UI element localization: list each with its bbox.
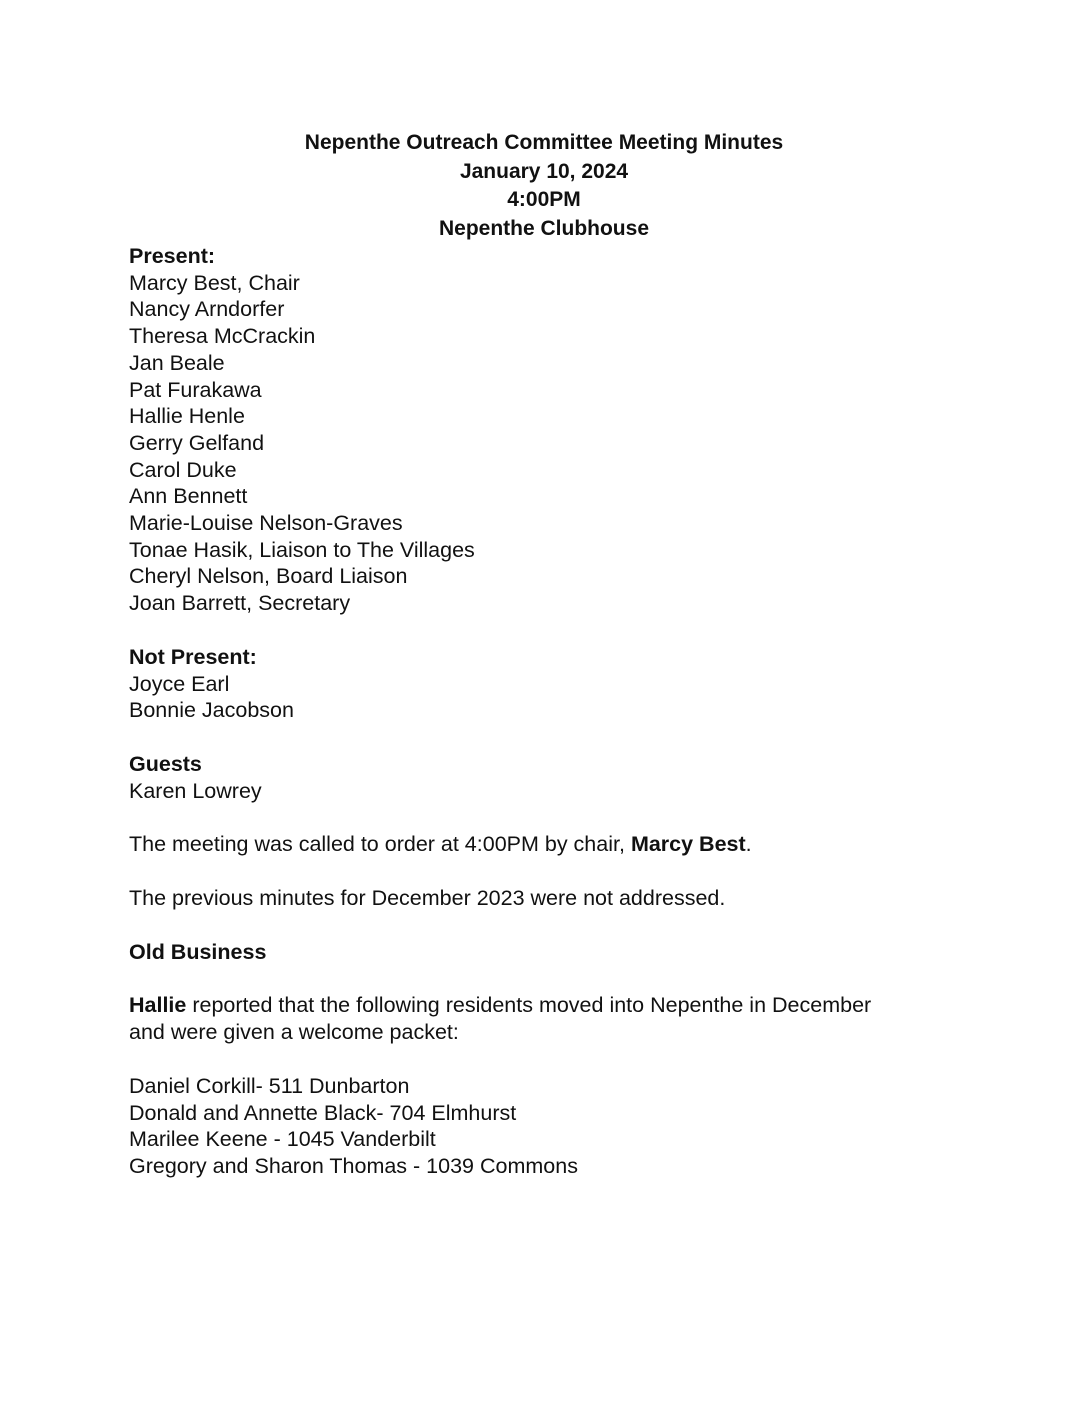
- guest-member: Karen Lowrey: [129, 778, 262, 803]
- old-business-heading: Old Business: [129, 939, 267, 964]
- present-member: Hallie Henle: [129, 404, 245, 429]
- spacer: [129, 804, 979, 831]
- meeting-location: Nepenthe Clubhouse: [438, 216, 649, 240]
- guests-heading: Guests: [129, 751, 202, 776]
- document-body: [129, 243, 979, 1180]
- not-present-heading: Not Present:: [129, 644, 257, 669]
- spacer: [129, 965, 979, 992]
- call-to-order-end: .: [745, 832, 752, 857]
- present-member: Theresa McCrackin: [129, 324, 316, 349]
- meeting-date: January 10, 2024: [459, 159, 629, 183]
- meeting-time: 4:00PM: [507, 188, 581, 211]
- present-member: Tonae Hasik, Liaison to The Villages: [129, 537, 475, 562]
- welcome-report-paragraph: [129, 992, 979, 1045]
- spacer: [129, 912, 979, 939]
- report-text-line-1: reported that the following residents moved into Nepenthe in December: [186, 993, 872, 1018]
- reporter-name: Hallie: [129, 993, 187, 1018]
- document-title: Nepenthe Outreach Committee Meeting Minutes: [304, 131, 784, 154]
- document-header: [0, 129, 1088, 243]
- chair-name: Marcy Best: [630, 832, 746, 857]
- present-member: Nancy Arndorfer: [129, 297, 285, 322]
- absent-member: Bonnie Jacobson: [129, 698, 294, 723]
- spacer: [129, 617, 979, 644]
- absent-member: Joyce Earl: [129, 671, 230, 696]
- spacer: [129, 1046, 979, 1073]
- present-member: Jan Beale: [129, 350, 225, 375]
- previous-minutes-paragraph: The previous minutes for December 2023 were not addressed.: [129, 886, 726, 911]
- resident-entry: Donald and Annette Black- 704 Elmhurst: [129, 1100, 517, 1125]
- resident-entry: Daniel Corkill- 511 Dunbarton: [129, 1073, 410, 1098]
- present-member: Joan Barrett, Secretary: [129, 591, 351, 616]
- report-text-line-2: and were given a welcome packet:: [129, 1020, 459, 1045]
- call-to-order-paragraph: [129, 831, 979, 858]
- resident-entry: Marilee Keene - 1045 Vanderbilt: [129, 1127, 436, 1152]
- present-member: Marcy Best, Chair: [129, 270, 300, 295]
- present-heading: Present:: [129, 244, 216, 268]
- spacer: [129, 724, 979, 751]
- resident-entry: Gregory and Sharon Thomas - 1039 Commons: [129, 1153, 578, 1178]
- present-member: Marie-Louise Nelson-Graves: [129, 511, 403, 536]
- present-member: Ann Bennett: [129, 484, 248, 509]
- present-member: Cheryl Nelson, Board Liaison: [129, 564, 408, 589]
- present-member: Carol Duke: [129, 457, 237, 482]
- call-to-order-text: The meeting was called to order at 4:00PM by chair,: [129, 832, 631, 857]
- guests-list: [129, 778, 979, 805]
- not-present-list: [129, 671, 979, 724]
- present-member: Gerry Gelfand: [129, 430, 265, 455]
- new-residents-list: [129, 1073, 979, 1180]
- present-member: Pat Furakawa: [129, 377, 262, 402]
- present-list: [129, 270, 979, 617]
- spacer: [129, 858, 979, 885]
